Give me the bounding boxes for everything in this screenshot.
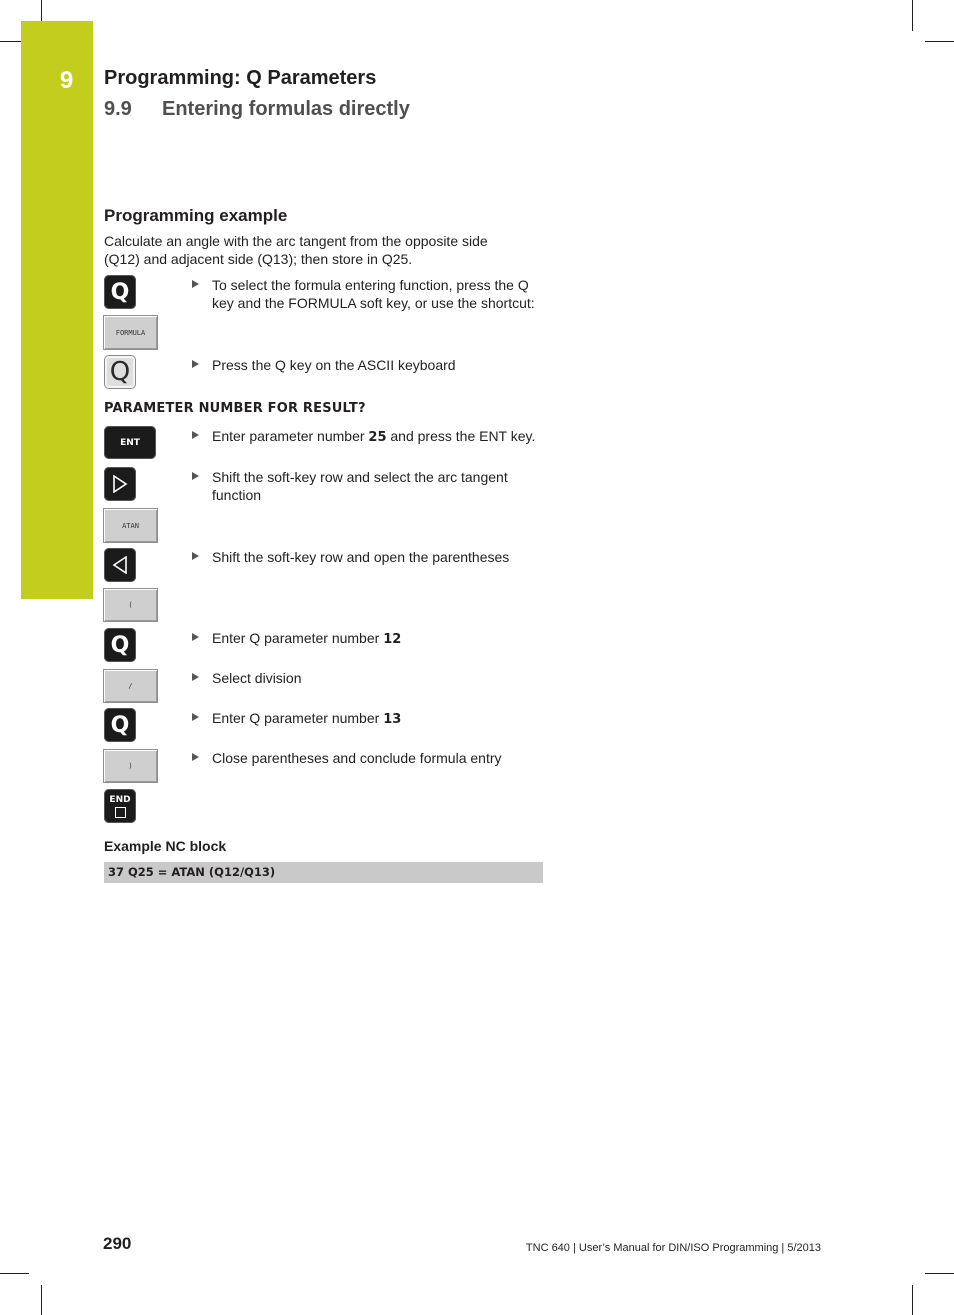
q-key-label: Q <box>110 632 130 658</box>
section-title <box>104 98 410 121</box>
step-select-division <box>192 669 537 687</box>
step-text: Press the Q key on the ASCII keyboard <box>212 357 456 373</box>
q-key-icon <box>104 708 136 742</box>
atan-softkey-label: ATAN <box>122 521 139 530</box>
bullet-icon <box>192 472 199 480</box>
chapter-title: Programming: Q Parameters <box>104 67 377 89</box>
step-text: Shift the soft-key row and open the parentheses <box>212 549 510 565</box>
open-paren-softkey-label: ( <box>128 601 133 609</box>
crop-mark <box>912 1285 913 1315</box>
formula-softkey-icon <box>103 315 158 350</box>
step-close-formula <box>192 749 537 767</box>
shift-left-arrow-icon <box>104 548 136 582</box>
step-shift-paren <box>192 548 537 566</box>
step-text-pre: Enter parameter number <box>212 428 369 444</box>
nc-block-code: 37 Q25 = ATAN (Q12/Q13) <box>104 862 543 883</box>
open-paren-softkey-icon <box>103 588 158 622</box>
step-text-pre: Enter Q parameter number <box>212 630 384 646</box>
bullet-icon <box>192 673 199 681</box>
chapter-number: 9 <box>59 67 74 94</box>
crop-mark <box>41 1285 42 1315</box>
bullet-icon <box>192 360 199 368</box>
end-key-icon <box>104 789 136 823</box>
bullet-icon <box>192 280 199 288</box>
ascii-q-key-icon <box>104 355 136 389</box>
step-text: Close parentheses and conclude formula entry <box>212 750 502 766</box>
division-softkey-icon <box>103 669 158 703</box>
step-ascii-q <box>192 356 537 374</box>
formula-softkey-label: FORMULA <box>115 328 146 337</box>
q-key-icon <box>104 275 136 309</box>
end-key-label: END <box>109 794 131 805</box>
dialog-prompt: PARAMETER NUMBER FOR RESULT? <box>104 401 366 416</box>
division-softkey-label: / <box>128 682 133 690</box>
intro-paragraph: Calculate an angle with the arc tangent from the opposite side (Q12) and adjacent side (Q13); then store in Q25. <box>104 233 488 267</box>
end-square-icon <box>115 807 126 818</box>
step-enter-q12 <box>192 629 537 649</box>
section-title-text: Entering formulas directly <box>162 98 410 120</box>
crop-mark <box>41 0 42 21</box>
close-paren-softkey-icon <box>103 749 158 783</box>
ascii-q-key-label: Q <box>109 357 131 387</box>
bullet-icon <box>192 633 199 641</box>
bullet-icon <box>192 431 199 439</box>
bullet-icon <box>192 552 199 560</box>
footer-text: TNC 640 | User’s Manual for DIN/ISO Programming | 5/2013 <box>525 1242 821 1254</box>
crop-mark <box>912 0 913 31</box>
example-heading: Example NC block <box>104 838 227 854</box>
q-key-label: Q <box>110 712 130 738</box>
chapter-band <box>21 21 93 599</box>
step-shift-atan <box>192 468 537 504</box>
step-text-pre: Enter Q parameter number <box>212 710 384 726</box>
step-text: Select division <box>212 670 302 686</box>
ent-key-label: ENT <box>120 437 140 448</box>
crop-mark <box>925 1273 954 1274</box>
q-key-label: Q <box>110 279 130 305</box>
atan-softkey-icon <box>103 508 158 543</box>
step-text: To select the formula entering function, press the Q key and the FORMULA soft key, or use the shortcut: <box>212 277 535 311</box>
page-number: 290 <box>103 1234 132 1253</box>
crop-mark <box>0 41 21 42</box>
crop-mark <box>925 41 954 42</box>
bullet-icon <box>192 753 199 761</box>
q-key-icon <box>104 628 136 662</box>
shift-right-arrow-icon <box>104 467 136 501</box>
step-enter-q13 <box>192 709 537 729</box>
bullet-icon <box>192 713 199 721</box>
step-number: 13 <box>383 712 402 727</box>
step-select-formula <box>192 276 537 312</box>
subsection-heading: Programming example <box>104 206 288 225</box>
step-text-post: and press the ENT key. <box>386 428 536 444</box>
close-paren-softkey-label: ) <box>128 762 133 770</box>
step-enter-parameter <box>192 427 537 447</box>
step-number: 12 <box>383 632 402 647</box>
section-number: 9.9 <box>104 98 132 120</box>
crop-mark <box>0 1273 29 1274</box>
step-text: Shift the soft-key row and select the arc tangent function <box>212 469 508 503</box>
ent-key-icon <box>104 426 156 459</box>
step-number: 25 <box>368 430 387 445</box>
